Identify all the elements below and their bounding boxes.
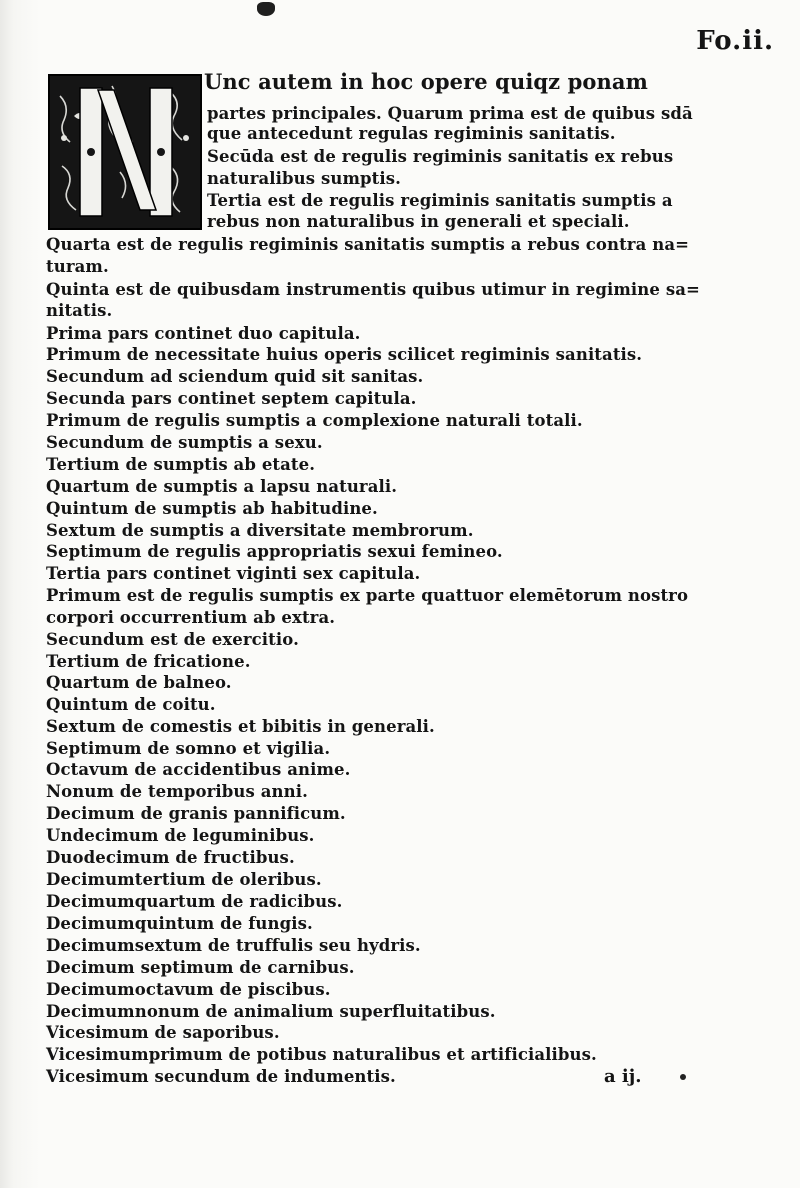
text-line: Primum de necessitate huius operis scilicet regiminis sanitatis. — [46, 345, 643, 364]
text-line: rebus non naturalibus in generali et speciali. — [207, 212, 630, 231]
text-line: Primum de regulis sumptis a complexione naturali totali. — [46, 411, 583, 430]
text-line: Decimumoctavum de piscibus. — [46, 980, 331, 999]
text-line: Quarta est de regulis regiminis sanitatis sumptis a rebus contra na= — [46, 235, 690, 254]
text-line: Vicesimum de saporibus. — [46, 1023, 280, 1042]
text-line: nitatis. — [46, 301, 113, 320]
text-line: Decimumquartum de radicibus. — [46, 892, 343, 911]
text-line: Decimumtertium de oleribus. — [46, 870, 322, 889]
text-line: Secunda pars continet septem capitula. — [46, 389, 417, 408]
text-line: Unc autem in hoc opere quiqz ponam — [204, 69, 648, 94]
folio-number: Fo.ii. — [696, 26, 774, 56]
text-line: corpori occurrentium ab extra. — [46, 608, 336, 627]
text-line: Quintum de coitu. — [46, 695, 216, 714]
text-line: que antecedunt regulas regiminis sanitatis. — [207, 124, 616, 143]
text-line: Quinta est de quibusdam instrumentis quibus utimur in regimine sa= — [46, 280, 700, 299]
text-line: Tertium de sumptis ab etate. — [46, 455, 316, 474]
text-line: Sextum de sumptis a diversitate membrorum. — [46, 521, 474, 540]
text-line: Secundum ad sciendum quid sit sanitas. — [46, 367, 424, 386]
text-line: Decimumsextum de truffulis seu hydris. — [46, 936, 421, 955]
text-line: Tertium de fricatione. — [46, 652, 251, 671]
signature-mark: a ij. — [604, 1066, 642, 1087]
text-line: Quartum de sumptis a lapsu naturali. — [46, 477, 398, 496]
text-line: Prima pars continet duo capitula. — [46, 324, 361, 343]
text-line: turam. — [46, 257, 109, 276]
text-line: Quartum de balneo. — [46, 673, 232, 692]
text-line: Tertia pars continet viginti sex capitula. — [46, 564, 421, 583]
text-line: Secundum de sumptis a sexu. — [46, 433, 323, 452]
text-line: Septimum de regulis appropriatis sexui femineo. — [46, 542, 503, 561]
text-line: Octavum de accidentibus anime. — [46, 760, 351, 779]
text-line: Septimum de somno et vigilia. — [46, 739, 331, 758]
text-line: Primum est de regulis sumptis ex parte quattuor elemētorum nostro — [46, 586, 689, 605]
text-line: Quintum de sumptis ab habitudine. — [46, 499, 378, 518]
text-line: Secūda est de regulis regiminis sanitatis ex rebus — [207, 147, 674, 166]
text-line: Decimumnonum de animalium superfluitatibus. — [46, 1002, 496, 1021]
text-line: naturalibus sumptis. — [207, 169, 401, 188]
text-line: Decimum de granis pannificum. — [46, 804, 346, 823]
text-line: Nonum de temporibus anni. — [46, 782, 308, 801]
text-line: Undecimum de leguminibus. — [46, 826, 315, 845]
text-line: Tertia est de regulis regiminis sanitatis sumptis a — [207, 191, 673, 210]
ink-speck — [680, 1074, 686, 1080]
text-line: Sextum de comestis et bibitis in generali. — [46, 717, 435, 736]
text-line: Duodecimum de fructibus. — [46, 848, 295, 867]
text-line: partes principales. Quarum prima est de quibus sdā — [207, 104, 693, 123]
text-line: Decimum septimum de carnibus. — [46, 958, 355, 977]
text-line: Vicesimumprimum de potibus naturalibus et artificialibus. — [46, 1045, 597, 1064]
text-line: Decimumquintum de fungis. — [46, 914, 313, 933]
text-line: Vicesimum secundum de indumentis. — [46, 1067, 396, 1086]
text-line: Secundum est de exercitio. — [46, 630, 299, 649]
